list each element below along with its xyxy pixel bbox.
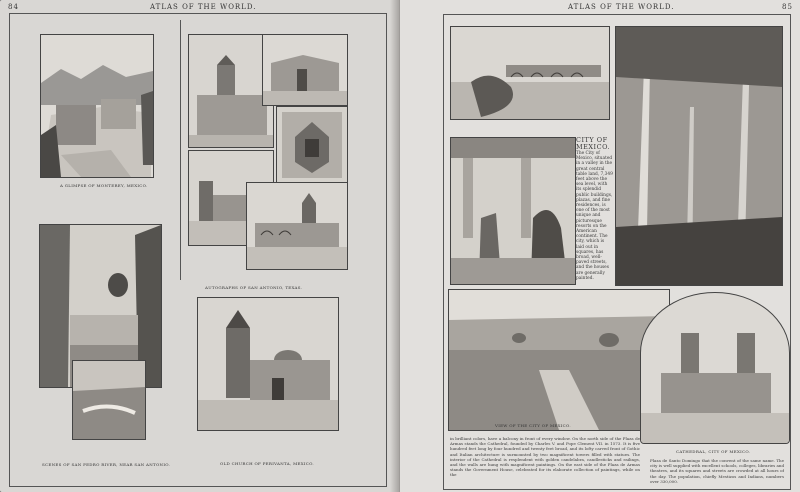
article-body-left: in brilliant colors, have a balcony in front of every window. On the north side of the Plaza de Armas stands the Cathedral, founded by Charles V. and Pope Clement VII. in 1573. It is five hundred feet long by four hundred and twenty feet broad, and its lofty carved front of Gothic and Italian architecture is surmounted by two magnificent towers filled with statues. The interior of the Cathedral is resplendent with golden candelabra, candlesticks and railings, and the walls are hung with magnificent paintings. On the east side of the Plaza de Armas stands the Government House, celebrated for its elaborate collection of paintings, while on the [450,436,640,478]
cathedral-illustration [640,292,790,444]
left-page [0,0,396,492]
tropical-forest-illustration [615,26,783,286]
article-column-text: The City of Mexico, situated in a valley in the great central table land, 7,349 feet above the sea level, with its splendid public buildings, plazas, and fine residences, is one of the most unique and picturesque resorts on the American continent. The city, which is laid out in squares, has broad, well-paved streets, and the houses are generally painted. [576,151,613,281]
san-antonio-caption: AUTOGRAPHS OF SAN ANTONIO, TEXAS. [205,285,303,290]
cathedral-caption: CATHEDRAL, CITY OF MEXICO. [676,449,751,454]
left-running-head: ATLAS OF THE WORLD. [150,3,257,11]
stream-inset-illustration [72,360,146,440]
aqueduct-illustration [450,26,610,120]
right-page [400,0,800,492]
left-column-divider [180,20,181,280]
window-carving-illustration [276,106,348,184]
mission-san-jose-illustration [246,182,348,270]
monterey-illustration [40,34,154,178]
church-caption: OLD CHURCH OF PERIVANTA, MEXICO. [220,461,315,466]
right-running-head: ATLAS OF THE WORLD. [568,3,675,11]
river-caption: SCENES OF SAN PEDRO RIVER, NEAR SAN ANTONIO. [42,462,171,467]
article-body-right: Plaza de Santo Domingo that the convent of the same name. The city is well supplied with excellent schools, colleges, libraries and theatres, and its squares and streets are crowded at all hours of the day. The population, chiefly Mestizos and Indians, numbers over 330,000. [650,458,784,484]
left-page-number: 84 [8,3,19,11]
article-column [576,137,613,287]
article-title: CITY OF MEXICO. [576,137,611,151]
old-church-illustration [197,297,339,431]
alamo-illustration [262,34,348,106]
right-page-number: 85 [782,3,793,11]
city-view-illustration [448,289,670,431]
monterey-caption: A GLIMPSE OF MONTEREY, MEXICO. [60,183,148,188]
city-view-caption: VIEW OF THE CITY OF MEXICO. [495,423,571,428]
courtyard-scene-illustration [450,137,576,285]
